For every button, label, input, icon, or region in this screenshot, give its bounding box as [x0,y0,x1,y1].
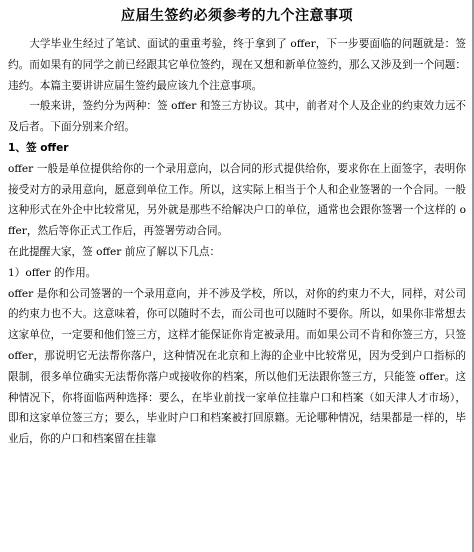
offer-point-1-heading: 1）offer 的作用。 [8,266,97,279]
offer-reminder-paragraph: 在此提醒大家，签 offer 前应了解以下几点： [8,245,221,258]
document-title: 应届生签约必须参考的九个注意事项 [121,8,353,24]
section-heading-offer: 1、签 offer [8,141,69,154]
signing-types-paragraph: 一般来讲，签约分为两种：签 offer 和签三方协议。其中，前者对个人及企业的约束效力远不及后者。下面分别来介绍。 [8,100,466,134]
offer-point-1-paragraph: offer 是你和公司签署的一个录用意向，并不涉及学校，所以，对你的约束力不大，同样，对公司的约束力也不大。这意味着，你可以随时不去，而公司也可以随时不要你。所以，如果你非常想去这家单位，一定要和他们签三方，这样才能保证你肯定被录用。而如果公司不肯和你签三方，只签 offer，那说明它无法帮你落户，这种情况在北京和上海的企业中比较常见，因为受到户口指标的限制，很多单位确实无法帮你落户或接收你的档案，所以他们无法跟你签三方，只能签 offer。这种情况下，你将面临两种选择：要么，在毕业前找一家单位挂靠户口和档案（如天津人才市场），即和这家单位签三方；要么，毕业时户口和档案被打回原籍。无论哪种情况，结果都是一样的，毕业后，你的户口和档案留在挂靠 [8,287,466,446]
intro-paragraph: 大学毕业生经过了笔试、面试的重重考验，终于拿到了 offer，下一步要面临的问题就是：签约。而如果有的同学之前已经跟其它单位签约，现在又想和新单位签约，那么又涉及到一个问题：违约。本篇主要讲讲应届生签约最应该九个注意事项。 [8,38,466,92]
offer-description-paragraph: offer 一般是单位提供给你的一个录用意向，以合同的形式提供给你，要求你在上面签字，表明你接受对方的录用意向，愿意到单位工作。所以，这实际上相当于个人和企业签署的一个合同。一般这种形式在外企中比较常见，另外就是那些不给解决户口的单位，通常也会跟你签署一个这样的 offer，然后等你正式工作后，再签署劳动合同。 [8,162,466,238]
